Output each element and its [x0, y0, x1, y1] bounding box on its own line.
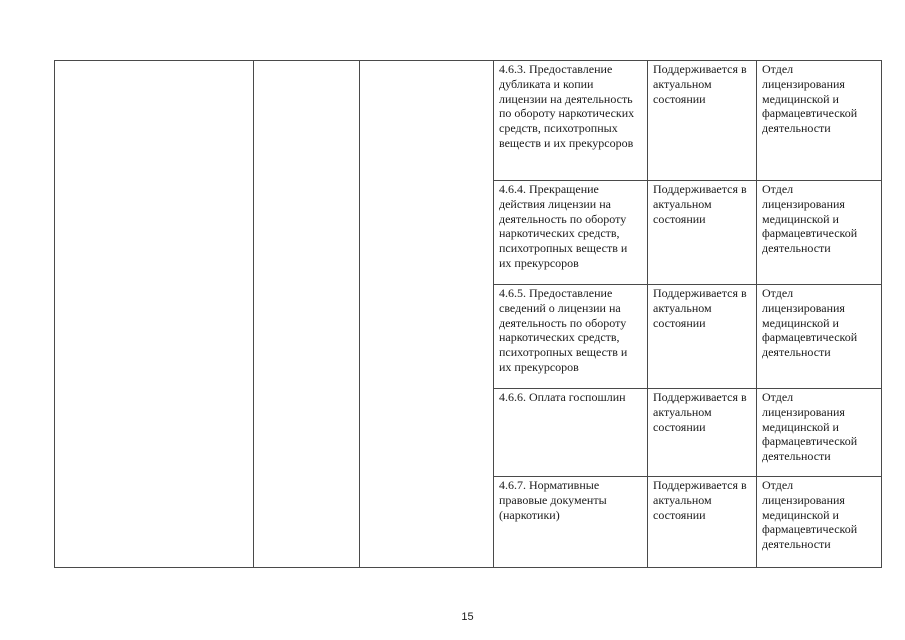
table-row [55, 61, 882, 181]
status-cell: Поддерживается в актуальном состоянии [648, 389, 757, 477]
department-cell: Отдел лицензирования медицинской и фармацевтической деятельности [757, 61, 882, 181]
department-cell: Отдел лицензирования медицинской и фармацевтической деятельности [757, 389, 882, 477]
empty-merged-cell-2 [254, 61, 360, 568]
department-cell: Отдел лицензирования медицинской и фармацевтической деятельности [757, 477, 882, 568]
document-table [54, 60, 882, 568]
empty-merged-cell-1 [55, 61, 254, 568]
service-cell: 4.6.7. Нормативные правовые документы (наркотики) [494, 477, 648, 568]
service-cell: 4.6.4. Прекращение действия лицензии на деятельность по обороту наркотических средств, психотропных веществ и их прекурсоров [494, 181, 648, 285]
service-cell: 4.6.5. Предоставление сведений о лицензии на деятельность по обороту наркотических средств, психотропных веществ и их прекурсоров [494, 285, 648, 389]
status-cell: Поддерживается в актуальном состоянии [648, 285, 757, 389]
department-cell: Отдел лицензирования медицинской и фармацевтической деятельности [757, 181, 882, 285]
service-cell: 4.6.3. Предоставление дубликата и копии лицензии на деятельность по обороту наркотических средств, психотропных веществ и их прекурсоров [494, 61, 648, 181]
page-number: 15 [461, 611, 474, 623]
service-cell: 4.6.6. Оплата госпошлин [494, 389, 648, 477]
department-cell: Отдел лицензирования медицинской и фармацевтической деятельности [757, 285, 882, 389]
status-cell: Поддерживается в актуальном состоянии [648, 181, 757, 285]
status-cell: Поддерживается в актуальном состоянии [648, 61, 757, 181]
status-cell: Поддерживается в актуальном состоянии [648, 477, 757, 568]
empty-merged-cell-3 [360, 61, 494, 568]
